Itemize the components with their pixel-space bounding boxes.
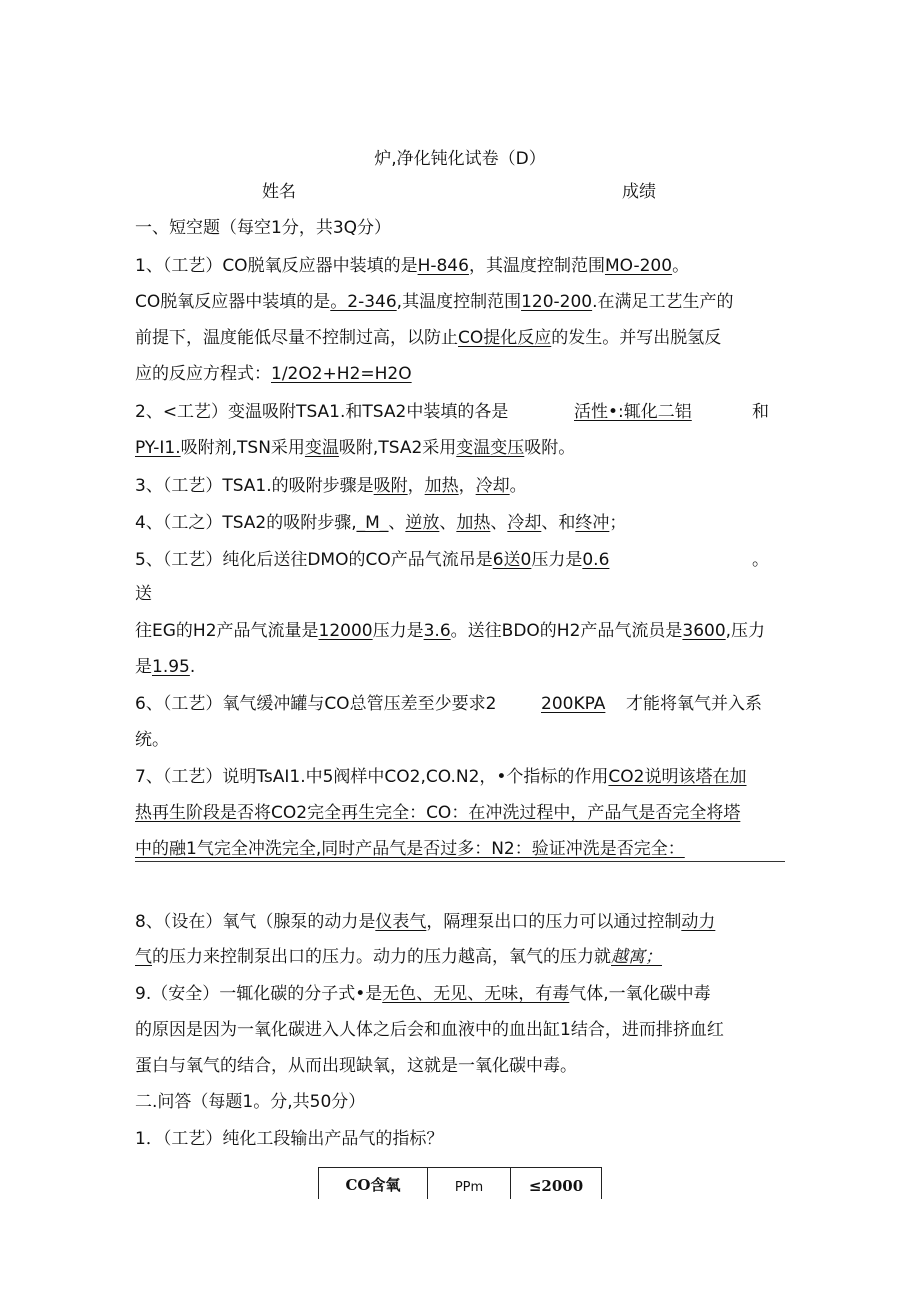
answer-blank: CO2说明该塔在加	[608, 767, 747, 787]
q3-line: 3、（工艺）TSA1.的吸附步骤是吸附，加热，冷却。	[135, 476, 527, 496]
q6-line-1: 6、（工艺）氧气缓冲罐与CO总管压差至少要求2	[135, 694, 497, 714]
q5-line-2: 送	[135, 584, 152, 604]
table-row	[319, 1168, 602, 1200]
table-cell: PPm	[428, 1168, 511, 1200]
answer-blank: 冷却	[507, 513, 542, 533]
q7-line-2: 热再生阶段是否将CO2完全再生完全：CO：在冲洗过程中，产品气是否完全将塔	[135, 803, 741, 823]
page-title: 炉,净化钝化试卷（D）	[374, 149, 546, 169]
q8-line-1: 8、（设在）氧气（腺泵的动力是仪表气，隔理泵出口的压力可以通过控制动力	[135, 912, 716, 932]
answer-blank: 吸附	[373, 476, 408, 496]
q9-line-3: 蛋白与氧气的结合，从而出现缺氧，这就是一氧化碳中毒。	[135, 1056, 577, 1076]
name-label: 姓名	[262, 182, 296, 202]
answer-blank: 仪表气	[375, 912, 427, 932]
q5-line-4: 是1.95.	[135, 657, 196, 677]
answer-blank: 加热	[456, 513, 491, 533]
q6-line-2: 统。	[135, 730, 169, 750]
q2-and: 和	[752, 402, 769, 422]
q9-line-2: 的原因是因为一氧化碳进入人体之后会和血液中的血出缸1结合，进而排挤血红	[135, 1020, 724, 1040]
table-cell: CO含氧	[319, 1168, 428, 1200]
answer-blank: 200KPA	[541, 694, 606, 714]
answer-blank: 。2-346	[330, 292, 397, 312]
q1-line-2: CO脱氧反应器中装填的是。2-346,其温度控制范围120-200.在满足工艺生产的	[135, 292, 734, 312]
q8-line-2: 气的压力来控制泵出口的压力。动力的压力越高，氧气的压力就越寓；	[135, 947, 662, 967]
answer-blank: MO-200	[604, 256, 673, 276]
answer-blank: 变温	[304, 438, 339, 458]
q5-period: 。	[752, 550, 769, 570]
answer-blank: 3600	[682, 621, 726, 641]
q7-line-1: 7、（工艺）说明TsAI1.中5阀样中CO2,CO.N2，•个指标的作用CO2说明该塔在加	[135, 767, 747, 787]
answer-blank: PY-I1.	[135, 438, 181, 458]
answer-blank: 越寓；	[611, 947, 662, 967]
answer-blank: 0.6	[582, 550, 610, 570]
answer-blank: _M_	[356, 513, 389, 533]
section-1-heading: 一、短空题（每空1分，共3Q分）	[135, 218, 392, 238]
q1-line-4: 应的反应方程式：1/2O2+H2=H2O	[135, 364, 412, 384]
answer-blank: 1/2O2+H2=H2O	[271, 364, 412, 384]
answer-blank: 变温变压	[456, 438, 525, 458]
answer-blank: CO提化反应	[458, 328, 552, 348]
answer-blank: 1.95	[152, 657, 190, 677]
indicator-table	[318, 1167, 602, 1199]
q2-line-2: PY-I1.吸附剂,TSN采用变温吸附,TSA2采用变温变压吸附。	[135, 438, 576, 458]
q7-line-3: 中的融1气完全冲洗完全,同时产品气是否过多：N2：验证冲洗是否完全：	[135, 839, 685, 859]
s2-q1: 1．（工艺）纯化工段输出产品气的指标？	[135, 1129, 444, 1149]
q5-line-3: 往EG的H2产品气流量是12000压力是3.6。送往BDO的H2产品气流员是3600,压力	[135, 621, 766, 641]
answer-blank: 冷却	[475, 476, 510, 496]
answer-blank: 3.6	[423, 621, 451, 641]
q5-line-1: 5、（工艺）纯化后送往DMO的CO产品气流吊是6送0压力是0.6	[135, 550, 610, 570]
answer-blank: 逆放	[405, 513, 440, 533]
answer-blank: 6送0	[492, 550, 532, 570]
answer-blank: 无色、无见、无味，有毒	[382, 984, 570, 1004]
score-label: 成绩	[622, 182, 656, 202]
answer-blank: 12000	[318, 621, 373, 641]
answer-blank: 加热	[424, 476, 459, 496]
answer-blank: 气	[135, 947, 152, 967]
divider-line	[135, 861, 785, 862]
q4-line: 4、（工之）TSA2的吸附步骤,_M_、逆放、加热、冷却、和终冲；	[135, 513, 627, 533]
q9-line-1: 9.（安全）一辄化碳的分子式•是无色、无见、无味，有毒气体,一氧化碳中毒	[135, 984, 711, 1004]
section-2-heading: 二.问答（每题1。分,共50分）	[135, 1092, 366, 1112]
answer-blank: H-846	[417, 256, 469, 276]
table-cell: ≤2000	[511, 1168, 602, 1200]
q1-line-1: 1、（工艺）CO脱氧反应器中装填的是H-846，其温度控制范围MO-200。	[135, 256, 690, 276]
answer-blank: 动力	[681, 912, 716, 932]
q2-line-1: 2、<工艺）变温吸附TSA1.和TSA2中装填的各是	[135, 402, 509, 422]
q6-line-1-tail: 才能将氧气并入系	[626, 694, 762, 714]
q1-line-3: 前提下，温度能低尽量不控制过高，以防止CO提化反应的发生。并写出脱氢反	[135, 328, 722, 348]
answer-blank: 120-200	[521, 292, 593, 312]
answer-blank: 活性•:辄化二铝	[574, 402, 692, 422]
answer-blank: 终冲	[575, 513, 610, 533]
